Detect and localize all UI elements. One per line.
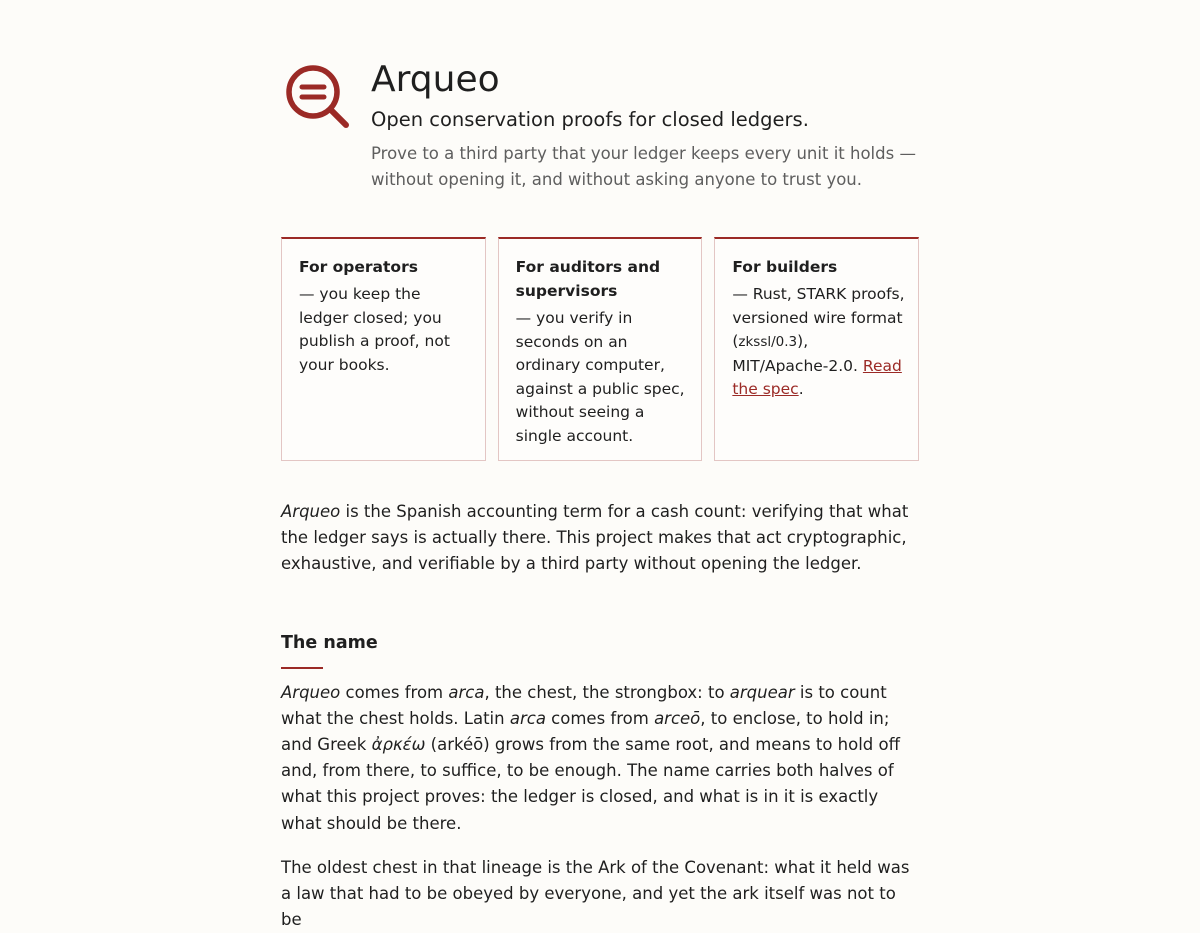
term-arqueo: Arqueo [281,502,341,521]
hero [281,0,919,237]
italic-term: arca [448,682,485,702]
italic-term: arca [509,708,546,728]
name-paragraph-2: The oldest chest in that lineage is the Ark of the Covenant: what it held was a law that had to be obeyed by everyone, and yet the ark itself was not to be [281,857,910,930]
card-operators [281,237,486,461]
heading-rule [281,667,323,669]
intro-paragraph [281,499,919,578]
audience-cards [281,237,919,461]
name-paragraph-1 [281,680,919,837]
card-body-text: . [798,380,804,398]
text-run: , the chest, the strongbox: to [484,682,730,702]
page-title: Arqueo [371,59,500,100]
card-body: — you keep the ledger closed; you publish a proof, not your books. [299,285,450,374]
magnifier-ledger-icon [285,64,351,130]
text-run: (arkéō) grows from the same root, and means to hold off and, from there, to suffice, to be enough. The name carries both halves of what this project proves: the ledger is closed, and what is in it is exactly what should be there. [281,735,900,833]
wire-format-version: zkssl/0.3 [738,334,798,350]
intro-text: is the Spanish accounting term for a cash count: verifying that what the ledger says is actually there. This project makes that act cryptographic, exhaustive, and verifiable by a third party without opening the ledger. [281,502,909,574]
text-run: , to enclose, to hold in; and Greek [281,708,890,755]
italic-term: Arqueo [281,682,341,702]
card-body-text: — Rust, STARK proofs, versioned wire format ( [732,285,905,350]
italic-term: arceō [654,708,701,728]
text-run: comes from [545,708,655,728]
lede: Prove to a third party that your ledger keeps every unit it holds — without opening it, and without asking anyone to trust you. [371,144,916,189]
card-body [732,283,906,402]
card-body: — you verify in seconds on an ordinary computer, against a public spec, without seeing a single account. [515,309,685,445]
card-auditors [498,237,703,461]
text-run: is to count what the chest holds. Latin [281,682,887,728]
text-run: comes from [340,682,449,702]
card-title: For operators [299,258,418,276]
hero-text [371,58,919,193]
card-title: For builders [732,258,838,276]
card-builders [714,237,919,461]
read-spec-link[interactable]: Read the spec [732,356,902,398]
italic-term: ἀρκέω [371,735,426,755]
page [281,0,919,933]
italic-term: arquear [729,682,795,702]
card-title: For auditors and supervisors [515,258,661,300]
card-body-text: ), MIT/Apache-2.0. [732,332,863,375]
section-heading-name: The name [281,632,378,653]
tagline: Open conservation proofs for closed ledgers. [371,108,809,131]
